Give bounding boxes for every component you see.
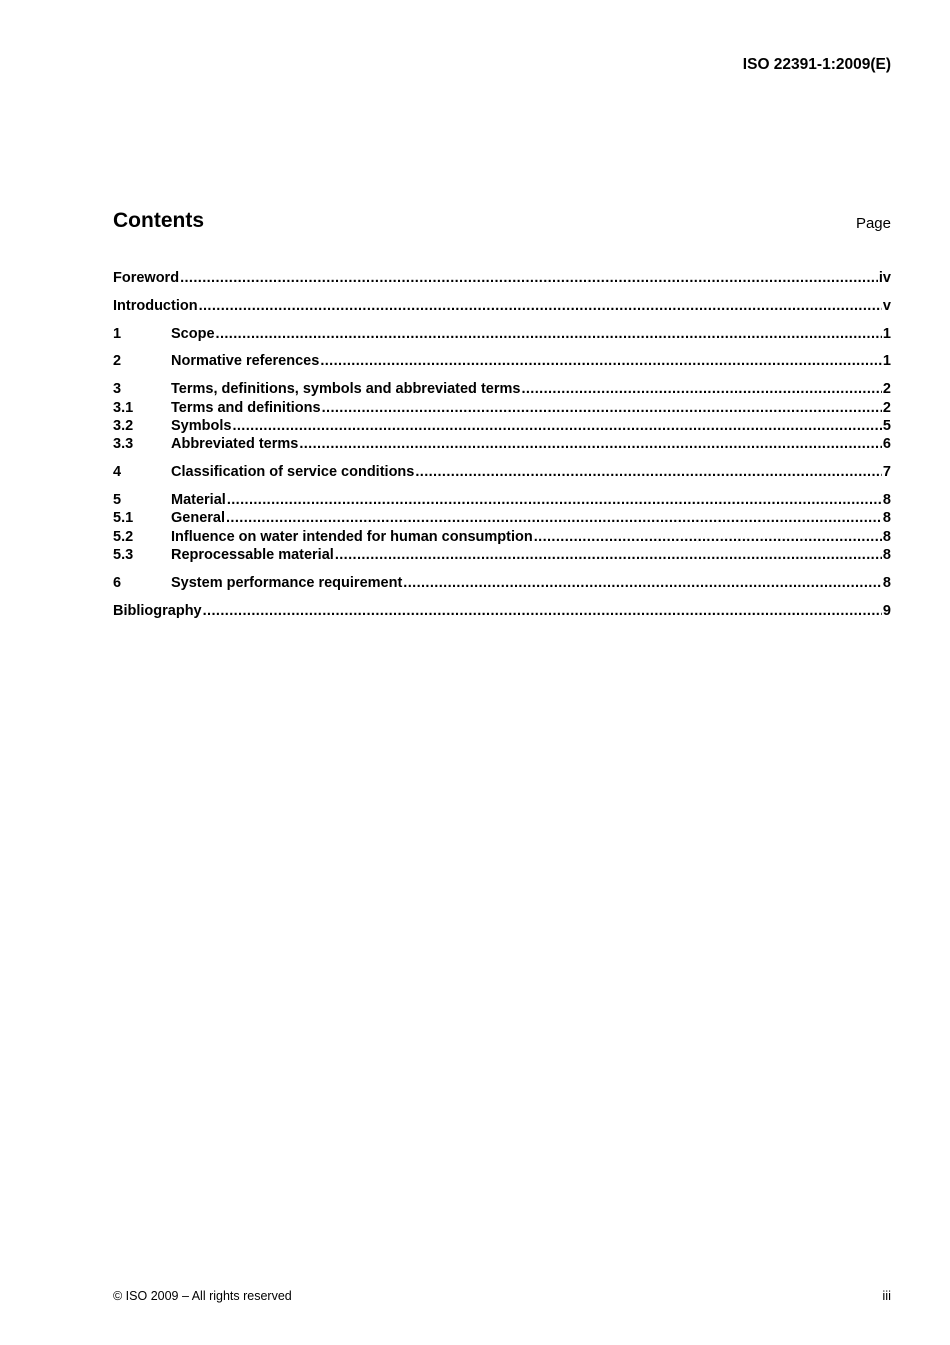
dot-leader [521,380,881,398]
toc-entry-reprocessable-material[interactable] [113,546,891,564]
toc-entry-page: 1 [882,325,891,342]
dot-leader [216,325,882,343]
toc-entry-page: 1 [882,353,891,370]
toc-entry-number: 5.1 [113,510,134,527]
toc-entry-title: Classification of service conditions [171,464,415,481]
toc-entry-scope[interactable] [113,325,891,343]
dot-leader [232,417,881,435]
toc-entry-page: iv [878,270,891,286]
toc-entry-number: 6 [113,574,122,591]
dot-leader [403,574,882,592]
toc-entry-page: 9 [882,602,891,619]
toc-entry-page: 2 [882,381,891,398]
toc-entry-title: Introduction [113,297,198,314]
toc-entry-terms-and-definitions[interactable] [113,399,891,417]
toc-entry-title: Normative references [171,353,320,370]
toc-entry-page: 6 [882,436,891,453]
toc-entry-foreword[interactable] [113,269,891,287]
dot-leader [534,528,882,546]
toc-entry-title: Terms and definitions [171,399,321,416]
dot-leader [322,399,882,417]
dot-leader [180,269,878,287]
toc-entry-number: 5.3 [113,547,134,564]
toc-entry-title: Reprocessable material [171,547,334,564]
dot-leader [203,602,882,620]
toc-entry-title: Material [171,491,226,508]
dot-leader [227,491,882,509]
toc-entry-system-performance[interactable] [113,574,891,592]
footer-copyright: © ISO 2009 – All rights reserved [113,1289,292,1303]
toc-entry-abbreviated-terms[interactable] [113,435,891,453]
document-id: ISO 22391-1:2009(E) [742,56,891,73]
toc-entry-number: 3.3 [113,436,134,453]
toc-entry-title: General [171,510,225,527]
toc-entry-number: 1 [113,325,122,342]
dot-leader [320,352,882,370]
toc-entry-introduction[interactable] [113,297,891,315]
toc-entry-terms-definitions-symbols[interactable] [113,380,891,398]
toc-entry-page: v [882,297,891,314]
toc-entry-title: Influence on water intended for human consumption [171,528,533,545]
toc-entry-bibliography[interactable] [113,602,891,620]
toc-entry-page: 8 [882,510,891,527]
toc-entry-page: 5 [882,417,891,434]
toc-entry-page: 8 [882,574,891,591]
footer-page-number: iii [882,1288,891,1303]
toc-entry-number: 5.2 [113,528,134,545]
toc-entry-title: Foreword [113,270,180,286]
dot-leader [226,509,882,527]
toc-entry-symbols[interactable] [113,417,891,435]
toc-entry-number: 5 [113,491,122,508]
toc-entry-page: 8 [882,547,891,564]
toc-entry-influence-on-water[interactable] [113,528,891,546]
toc-entry-general[interactable] [113,509,891,527]
toc-entry-number: 3.1 [113,399,134,416]
toc-entry-page: 8 [882,528,891,545]
toc-entry-number: 3 [113,381,122,398]
toc-entry-number: 4 [113,464,122,481]
toc-entry-title: Scope [171,325,215,342]
toc-entry-title: System performance requirement [171,574,403,591]
dot-leader [335,546,882,564]
toc-entry-page: 7 [882,464,891,481]
contents-heading: Contents [113,209,204,232]
dot-leader [199,297,882,315]
toc-entry-title: Abbreviated terms [171,436,299,453]
toc-entry-title: Symbols [171,417,232,434]
toc-entry-normative-references[interactable] [113,352,891,370]
toc-entry-title: Terms, definitions, symbols and abbreviated terms [171,381,521,398]
toc-entry-classification[interactable] [113,463,891,481]
page-column-label: Page [855,215,891,232]
toc-entry-page: 8 [882,491,891,508]
toc-entry-number: 3.2 [113,417,134,434]
toc-entry-number: 2 [113,353,122,370]
toc-entry-page: 2 [882,399,891,416]
dot-leader [299,435,882,453]
toc-entry-title: Bibliography [113,602,202,619]
dot-leader [415,463,882,481]
toc-entry-material[interactable] [113,491,891,509]
table-of-contents [113,269,891,620]
